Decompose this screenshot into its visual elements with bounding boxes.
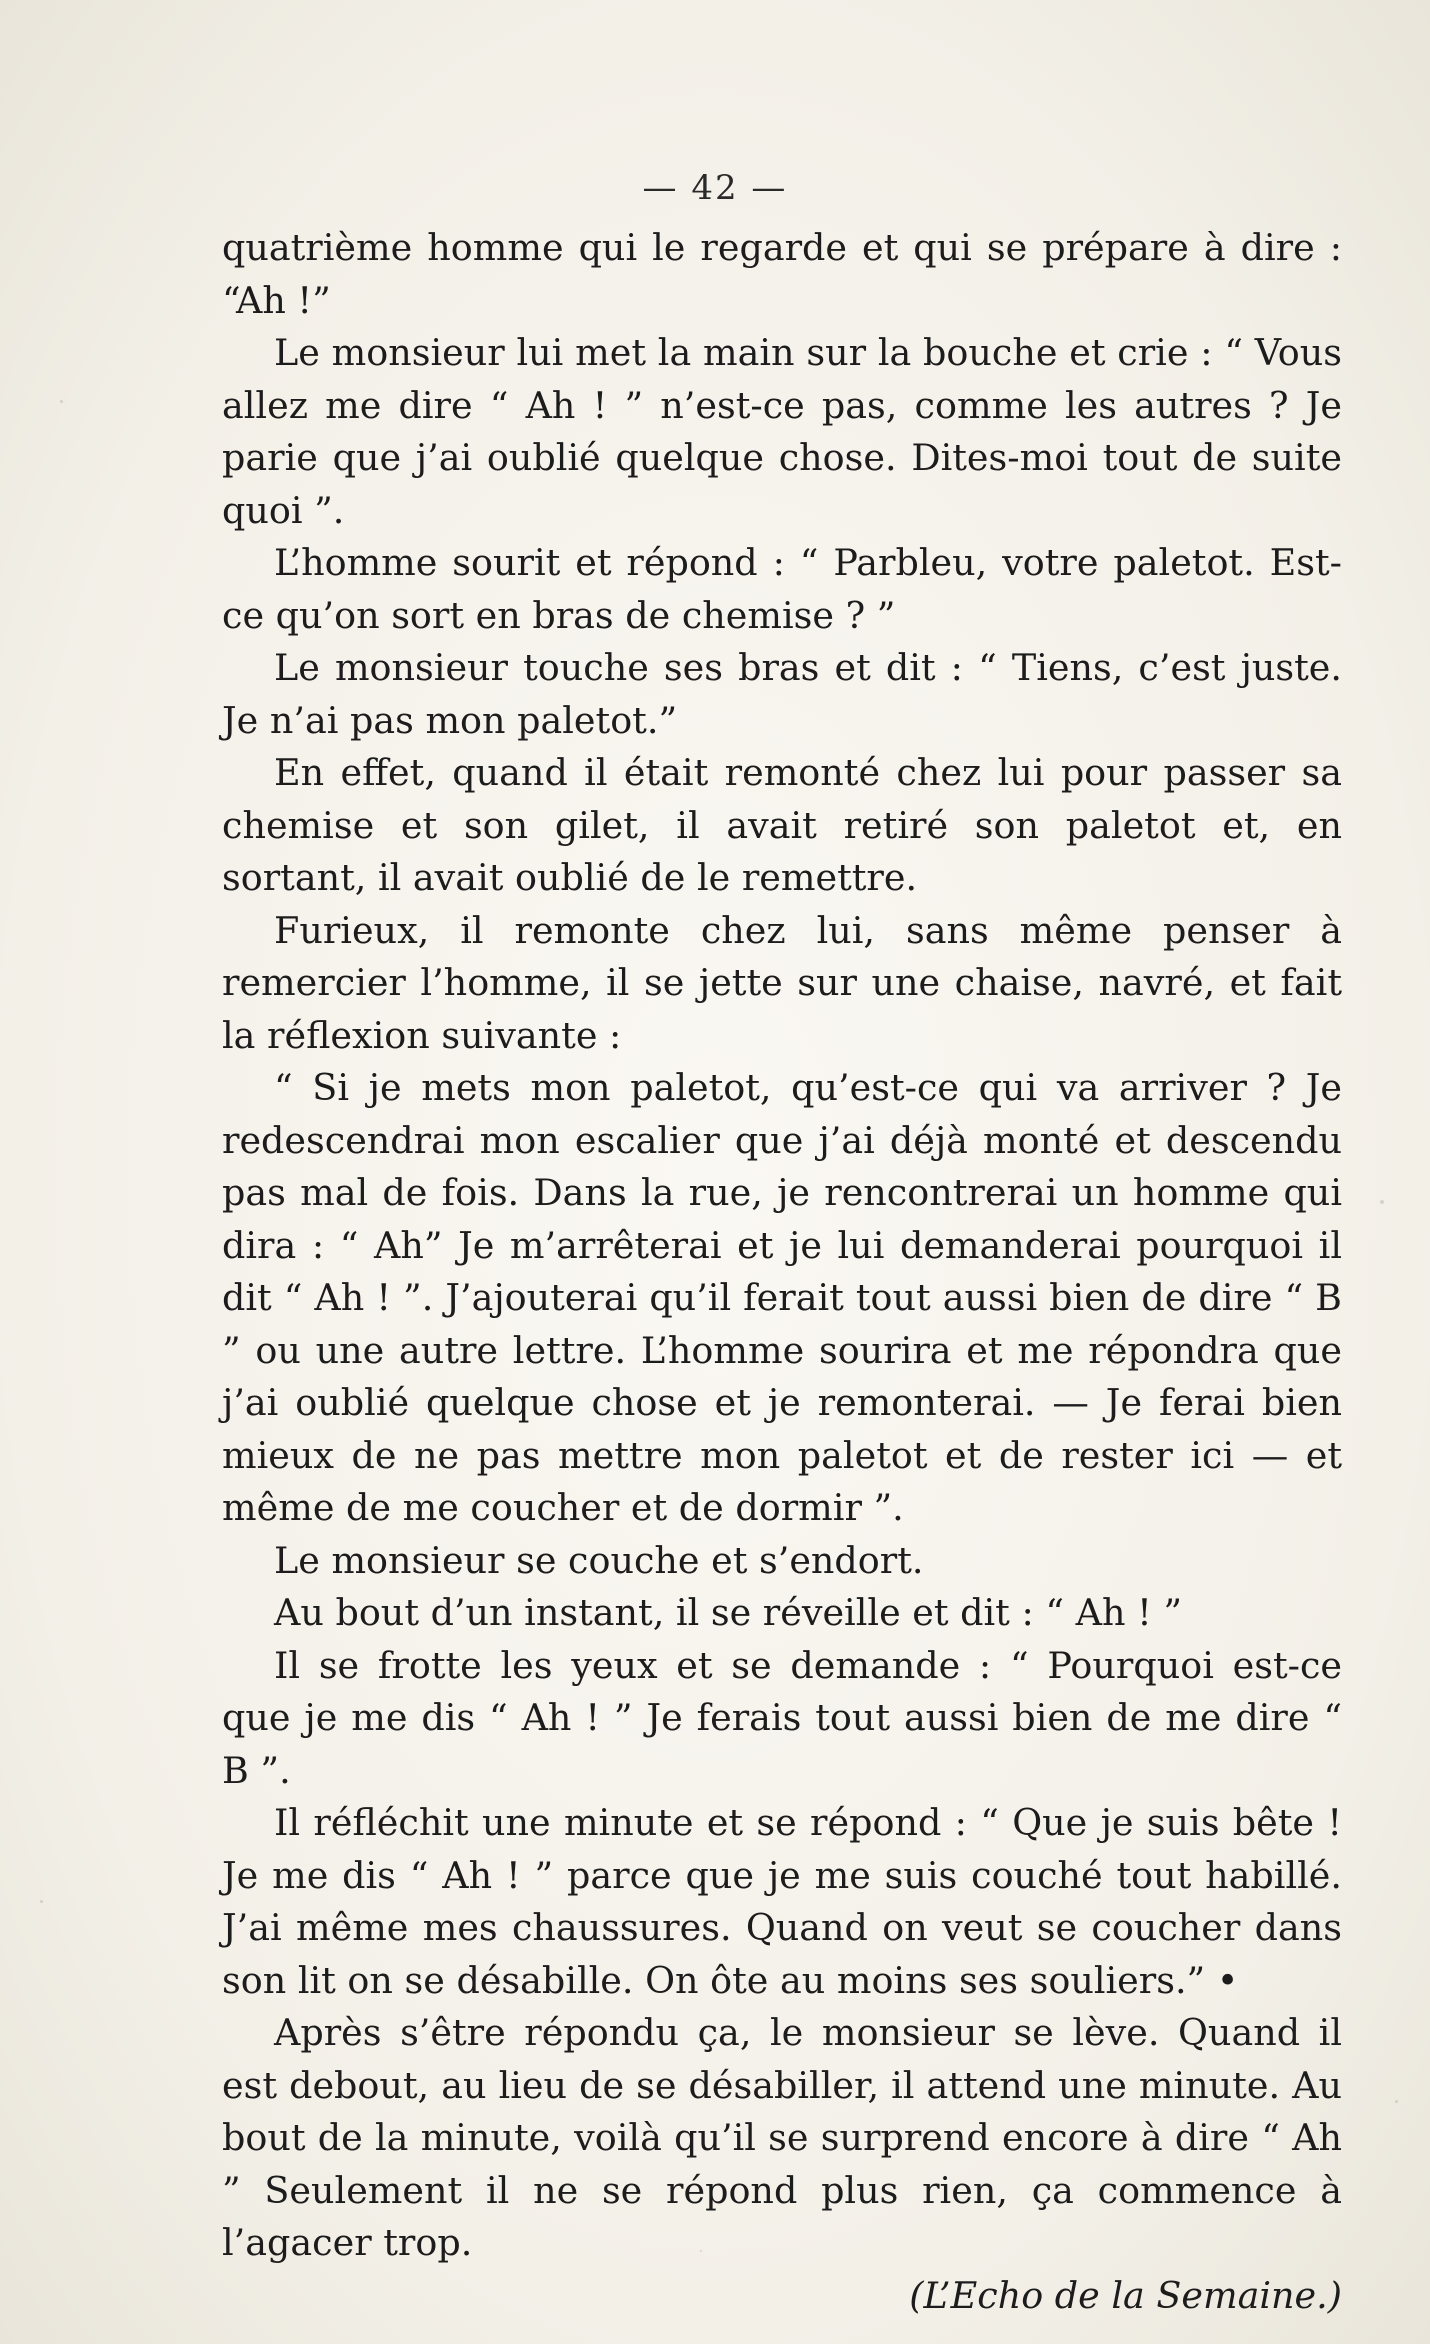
paragraph: quatrième homme qui le regarde et qui se prépare à dire : “Ah !” <box>222 226 1342 322</box>
paragraph: Après s’être répondu ça, le monsieur se lève. Quand il est debout, au lieu de se désabiller, il attend une minute. Au bout de la minute, voilà qu’il se surprend encore à dire “ Ah ” Seulement il ne se répond plus rien, ça commence à l’agacer trop. <box>222 2011 1342 2264</box>
page-number: — 42 — <box>642 168 788 208</box>
paper-speck <box>40 1900 43 1903</box>
body-text <box>222 222 1342 2322</box>
paragraph: Le monsieur touche ses bras et dit : “ Tiens, c’est juste. Je n’ai pas mon paletot.” <box>222 646 1342 742</box>
paragraph: En effet, quand il était remonté chez lui pour passer sa chemise et son gilet, il avait retiré son paletot et, en sortant, il avait oublié de le remettre. <box>222 751 1342 899</box>
paragraph: Il réfléchit une minute et se répond : “ Que je suis bête ! Je me dis “ Ah ! ” parce que je me suis couché tout habillé. J’ai même mes chaussures. Quand on veut se coucher dans son lit on se désabille. On ôte au moins ses souliers.” • <box>222 1801 1342 2002</box>
paper-speck <box>700 2250 702 2252</box>
source-line <box>222 2270 1342 2323</box>
paragraph: L’homme sourit et répond : “ Parbleu, votre paletot. Est-ce qu’on sort en bras de chemise ? ” <box>222 541 1342 637</box>
paragraph: Au bout d’un instant, il se réveille et dit : “ Ah ! ” <box>274 1591 1183 1634</box>
paper-speck <box>1380 1200 1384 1204</box>
paper-speck <box>1395 2100 1398 2103</box>
paragraph: Le monsieur lui met la main sur la bouche et crie : “ Vous allez me dire “ Ah ! ” n’est-ce pas, comme les autres ? Je parie que j’ai oublié quelque chose. Dites-moi tout de suite quoi ”. <box>222 331 1342 532</box>
paragraph: Le monsieur se couche et s’endort. <box>274 1538 924 1582</box>
source-citation: (L’Echo de la Semaine.) <box>909 2273 1342 2317</box>
paragraph: Il se frotte les yeux et se demande : “ Pourquoi est-ce que je me dis “ Ah ! ” Je ferais tout aussi bien de me dire “ B ”. <box>222 1643 1342 1792</box>
paragraph: Furieux, il remonte chez lui, sans même penser à remercier l’homme, il se jette sur une chaise, navré, et fait la réflexion suivante : <box>222 908 1342 1057</box>
paragraph: “ Si je mets mon paletot, qu’est-ce qui va arriver ? Je redescendrai mon escalier que j’ai déjà monté et descendu pas mal de fois. Dans la rue, je rencontrerai un homme qui dira : “ Ah” Je m’arrêterai et je lui demanderai pourquoi il dit “ Ah ! ”. J’ajouterai qu’il ferait tout aussi bien de dire “ B ” ou une autre lettre. L’homme sourira et me répondra que j’ai oublié quelque chose et je remonterai. — Je ferai bien mieux de ne pas mettre mon paletot et de rester ici — et même de me coucher et de dormir ”. <box>222 1066 1342 1529</box>
paper-speck <box>60 400 63 403</box>
